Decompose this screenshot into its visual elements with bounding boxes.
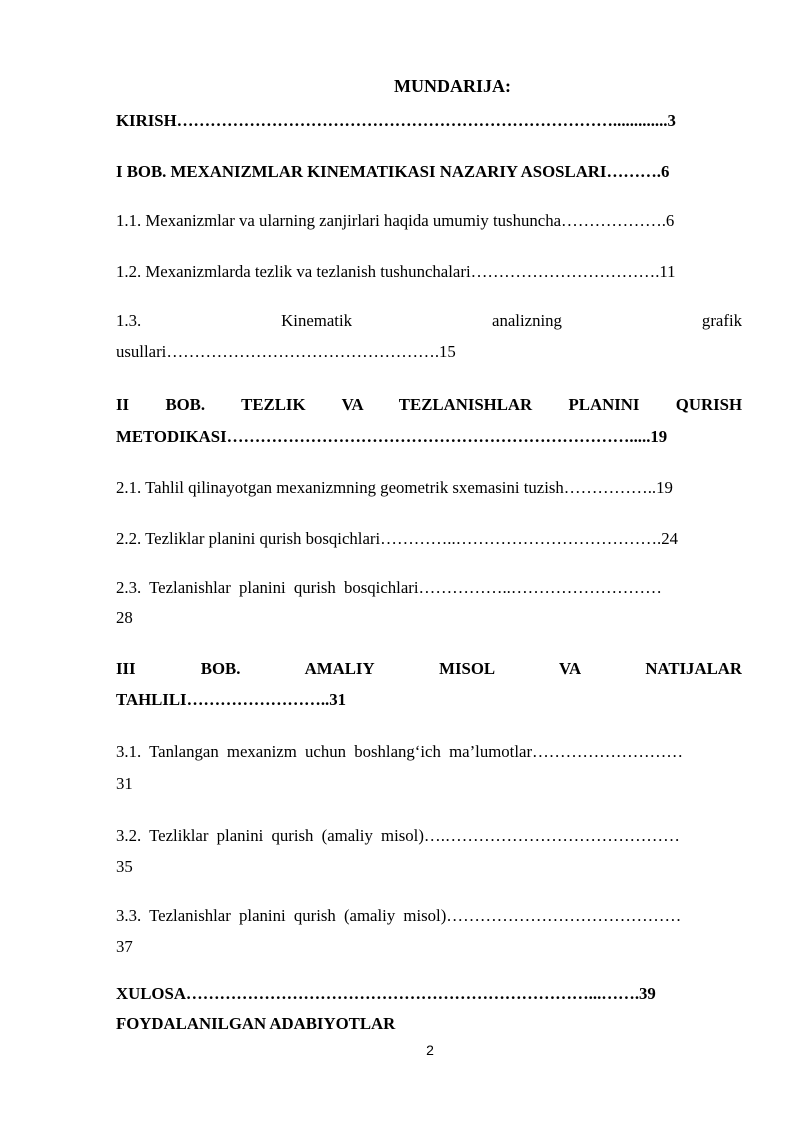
toc-entry-3-1-page: 31 [116,774,133,793]
toc-entry-xulosa: XULOSA………………………………………………………………...…….39 [116,984,656,1003]
toc-entry-2-1: 2.1. Tahlil qilinayotgan mexanizmning geometrik sxemasini tuzish……………..19 [116,478,673,497]
toc-entry-2-3-page: 28 [116,608,133,627]
toc-title: MUNDARIJA: [394,76,511,96]
toc-entry-2-2: 2.2. Tezliklar planini qurish bosqichlari…………..……………………………….24 [116,529,679,548]
toc-entry-3-2-page: 35 [116,857,133,876]
toc-entry-3-1-line1: 3.1. Tanlangan mexanizm uchun boshlang‘ich ma’lumotlar……………………… [116,742,684,761]
toc-entry-2-3-line1: 2.3. Tezlanishlar planini qurish bosqichlari……………..……………………… [116,578,662,597]
toc-entry-kirish: KIRISH…………………………………………………………………….............3 [116,111,676,130]
toc-entry-3-3-page: 37 [116,937,133,956]
toc-entry-chapter-2-line2: METODIKASI……………………………………………………………….....19 [116,427,668,446]
toc-entry-chapter-3-line1: III BOB. AMALIY MISOL VA NATIJALAR [116,659,742,678]
toc-entry-1-2: 1.2. Mexanizmlarda tezlik va tezlanish tushunchalari…………………………….11 [116,262,676,281]
toc-entry-chapter-3-line2: TAHLILI……………………..31 [116,690,346,709]
toc-entry-3-3-line1: 3.3. Tezlanishlar planini qurish (amaliy misol)…………………………………… [116,906,682,925]
toc-entry-adabiyotlar: FOYDALANILGAN ADABIYOTLAR [116,1014,396,1033]
toc-entry-chapter-1: I BOB. MEXANIZMLAR KINEMATIKASI NAZARIY ASOSLARI……….6 [116,162,670,181]
toc-entry-1-3-line1: 1.3. Kinematik analizning grafik [116,311,742,330]
toc-entry-chapter-2-line1: II BOB. TEZLIK VA TEZLANISHLAR PLANINI QURISH [116,395,742,414]
toc-entry-1-3-line2: usullari………………………………………….15 [116,342,456,361]
toc-entry-1-1: 1.1. Mexanizmlar va ularning zanjirlari haqida umumiy tushuncha……………….6 [116,211,675,230]
page-number: 2 [426,1042,434,1058]
toc-entry-3-2-line1: 3.2. Tezliklar planini qurish (amaliy misol)….…………………………………… [116,826,680,845]
